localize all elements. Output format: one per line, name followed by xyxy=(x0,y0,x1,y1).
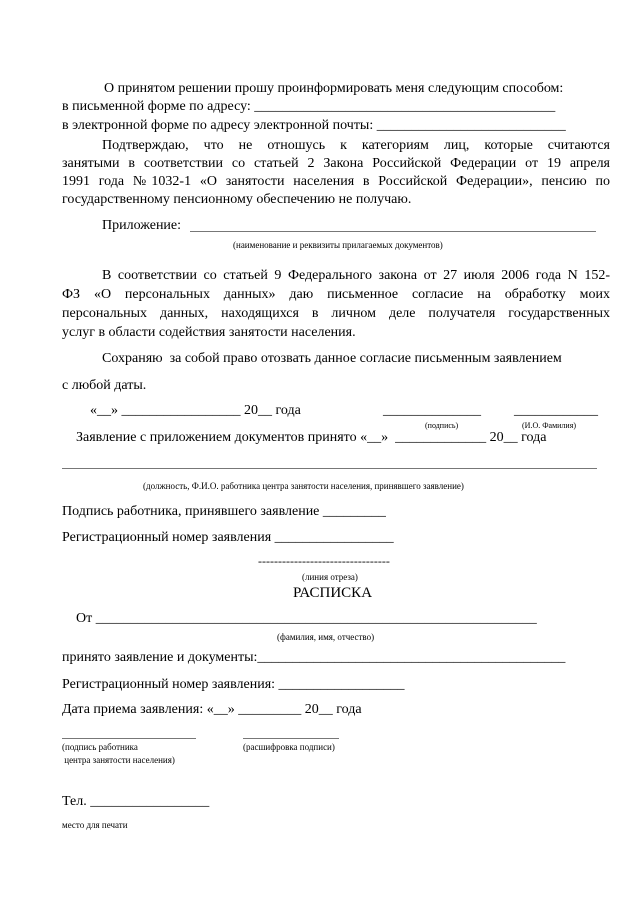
accepted-line xyxy=(62,468,597,469)
decode-caption: (расшифровка подписи) xyxy=(243,742,335,752)
receipt-docs: принято заявление и документы:____________________________________________ xyxy=(62,650,566,665)
worker-signature: Подпись работника, принявшего заявление _________ xyxy=(62,504,386,519)
signature-caption: (подпись) xyxy=(425,421,459,430)
accepted-caption: (должность, Ф.И.О. работника центра занятости населения, принявшего заявление) xyxy=(143,481,464,491)
attachment-line xyxy=(190,231,596,232)
consent-line-1: В соответствии со статьей 9 Федерального закона от 27 июля 2006 года N 152- xyxy=(102,268,610,283)
stamp-place: место для печати xyxy=(62,820,128,830)
worker-caption-1: (подпись работника xyxy=(62,742,138,752)
attachment-label: Приложение: xyxy=(102,218,182,233)
receipt-date: Дата приема заявления: «__» _________ 20__ года xyxy=(62,702,362,717)
withdraw-line-2: с любой даты. xyxy=(62,378,147,393)
name-caption: (И.О. Фамилия) xyxy=(522,421,577,430)
cut-line: --------------------------------- xyxy=(258,554,390,568)
worker-caption-2: центра занятости населения) xyxy=(62,755,175,765)
receipt-registration: Регистрационный номер заявления: __________________ xyxy=(62,677,405,692)
confirm-line-4: государственному пенсионному обеспечению не получаю. xyxy=(62,192,412,207)
confirm-line-2: занятыми в соответствии со статьей 2 Закона Российской Федерации от 19 апреля xyxy=(62,156,610,171)
signature-date: «__» _________________ 20__ года xyxy=(90,403,301,418)
withdraw-line-1: Сохраняю за собой право отозвать данное согласие письменным заявлением xyxy=(102,351,562,366)
confirm-line-1: Подтверждаю, что не отношусь к категориям лиц, которые считаются xyxy=(102,138,610,153)
receipt-phone: Тел. _________________ xyxy=(62,794,210,809)
cut-caption: (линия отреза) xyxy=(302,572,358,582)
consent-line-4: услуг в области содействия занятости населения. xyxy=(62,325,356,340)
receipt-title: РАСПИСКА xyxy=(293,585,373,601)
receipt-from-caption: (фамилия, имя, отчество) xyxy=(277,632,375,642)
worker-sign-line xyxy=(62,738,196,739)
registration-number: Регистрационный номер заявления _________________ xyxy=(62,530,394,545)
decode-line xyxy=(243,738,339,739)
confirm-line-3: 1991 года №1032-1 «О занятости населения в Российской Федерации», пенсию по xyxy=(62,174,610,189)
attachment-caption: (наименование и реквизиты прилагаемых документов) xyxy=(233,240,443,250)
accepted-text: Заявление с приложением документов принято «__» _____________ 20__ года xyxy=(76,430,547,445)
inform-by-email: в электронной форме по адресу электронной почты: ___________________________ xyxy=(62,118,566,133)
receipt-from: От _______________________________________________________________ xyxy=(76,611,537,626)
signature-blank: ______________ xyxy=(383,403,481,418)
inform-by-mail: в письменной форме по адресу: ___________________________________________ xyxy=(62,99,556,114)
consent-line-2: ФЗ «О персональных данных» даю письменное согласие на обработку моих xyxy=(62,287,610,302)
name-blank: ____________ xyxy=(514,403,598,418)
consent-line-3: персональных данных, находящихся в личном деле получателя государственных xyxy=(62,306,610,321)
inform-intro: О принятом решении прошу проинформировать меня следующим способом: xyxy=(104,81,564,96)
